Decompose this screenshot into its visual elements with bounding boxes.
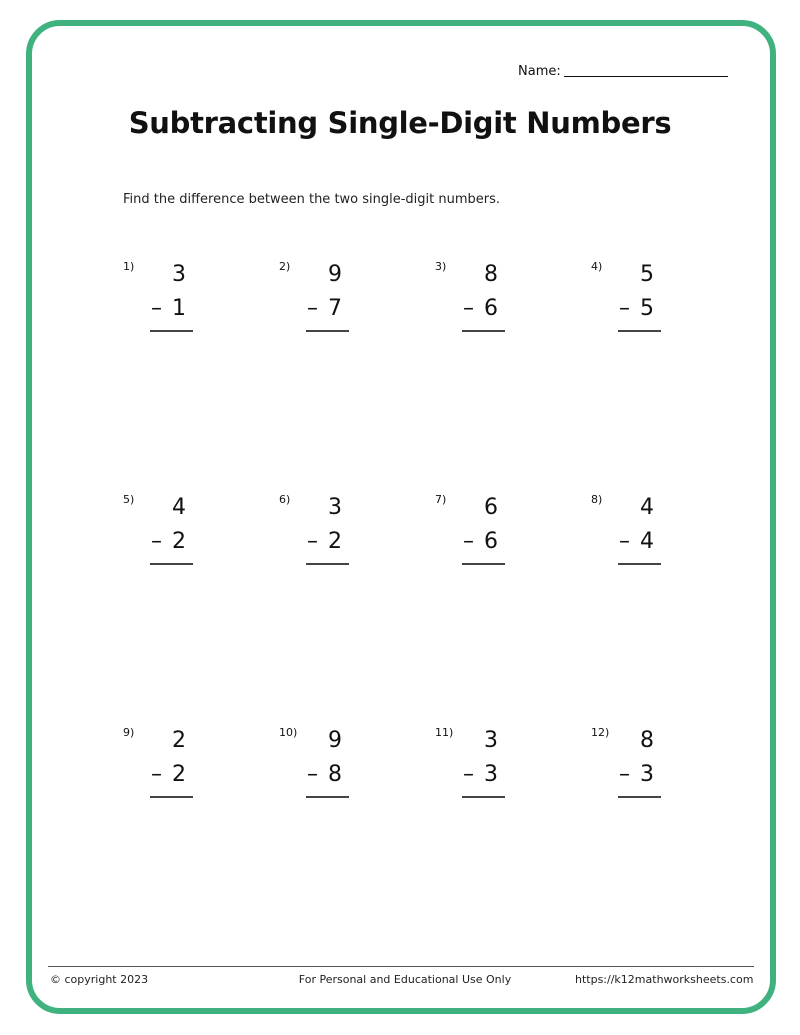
problem [279,493,379,573]
name-label: Name: [518,64,561,79]
problem [591,260,691,340]
minus-sign: – [463,296,474,321]
footer-copyright: © copyright 2023 [50,973,149,986]
problem-number: 10) [279,726,298,739]
problem-number: 9) [123,726,135,739]
minus-sign: – [619,529,630,554]
instructions: Find the difference between the two single-digit numbers. [123,192,501,207]
answer-line[interactable] [618,330,661,332]
problem [591,493,691,573]
subtrahend-row [619,296,654,321]
name-blank-line[interactable] [564,62,728,77]
minus-sign: – [151,762,162,787]
subtrahend: 7 [328,296,342,321]
answer-line[interactable] [150,796,193,798]
problem [123,726,223,806]
problem-number: 12) [591,726,610,739]
answer-line[interactable] [306,796,349,798]
worksheet-title: Subtracting Single-Digit Numbers [128,106,672,140]
subtrahend-row [307,529,342,554]
answer-line[interactable] [462,563,505,565]
minus-sign: – [307,529,318,554]
problem-number: 8) [591,493,603,506]
subtrahend: 5 [640,296,654,321]
subtrahend-row [307,296,342,321]
minus-sign: – [463,529,474,554]
problem-number: 7) [435,493,447,506]
minuend: 4 [640,495,654,520]
problem [123,260,223,340]
minuend: 3 [172,262,186,287]
subtrahend-row [307,762,342,787]
subtrahend-row [619,529,654,554]
problem-number: 5) [123,493,135,506]
minuend: 8 [640,728,654,753]
subtrahend: 4 [640,529,654,554]
subtrahend: 6 [484,529,498,554]
problem-number: 4) [591,260,603,273]
footer-website-link[interactable]: https://k12mathworksheets.com [575,973,754,986]
subtrahend: 6 [484,296,498,321]
minuend: 9 [328,728,342,753]
problem-number: 6) [279,493,291,506]
subtrahend: 3 [640,762,654,787]
subtrahend-row [619,762,654,787]
subtrahend-row [463,296,498,321]
minus-sign: – [619,762,630,787]
problem [435,726,535,806]
subtrahend: 2 [172,762,186,787]
answer-line[interactable] [150,563,193,565]
minuend: 2 [172,728,186,753]
problem-number: 11) [435,726,454,739]
problem [123,493,223,573]
problem [591,726,691,806]
subtrahend-row [463,762,498,787]
minuend: 3 [484,728,498,753]
problem [279,726,379,806]
minuend: 3 [328,495,342,520]
problem-number: 3) [435,260,447,273]
subtrahend: 2 [172,529,186,554]
answer-line[interactable] [306,563,349,565]
minus-sign: – [307,296,318,321]
subtrahend: 3 [484,762,498,787]
minus-sign: – [151,296,162,321]
subtrahend: 1 [172,296,186,321]
problem [279,260,379,340]
answer-line[interactable] [306,330,349,332]
answer-line[interactable] [462,796,505,798]
subtrahend: 2 [328,529,342,554]
minuend: 6 [484,495,498,520]
answer-line[interactable] [618,796,661,798]
minus-sign: – [619,296,630,321]
problem [435,260,535,340]
minuend: 8 [484,262,498,287]
subtrahend-row [151,296,186,321]
subtrahend: 8 [328,762,342,787]
footer-usage-note: For Personal and Educational Use Only [298,973,512,986]
minuend: 4 [172,495,186,520]
minus-sign: – [463,762,474,787]
footer-divider [48,966,754,967]
answer-line[interactable] [618,563,661,565]
minuend: 9 [328,262,342,287]
name-field [518,62,728,79]
problem [435,493,535,573]
problem-number: 2) [279,260,291,273]
subtrahend-row [151,762,186,787]
minuend: 5 [640,262,654,287]
answer-line[interactable] [462,330,505,332]
problem-number: 1) [123,260,135,273]
subtrahend-row [151,529,186,554]
minus-sign: – [151,529,162,554]
answer-line[interactable] [150,330,193,332]
minus-sign: – [307,762,318,787]
subtrahend-row [463,529,498,554]
